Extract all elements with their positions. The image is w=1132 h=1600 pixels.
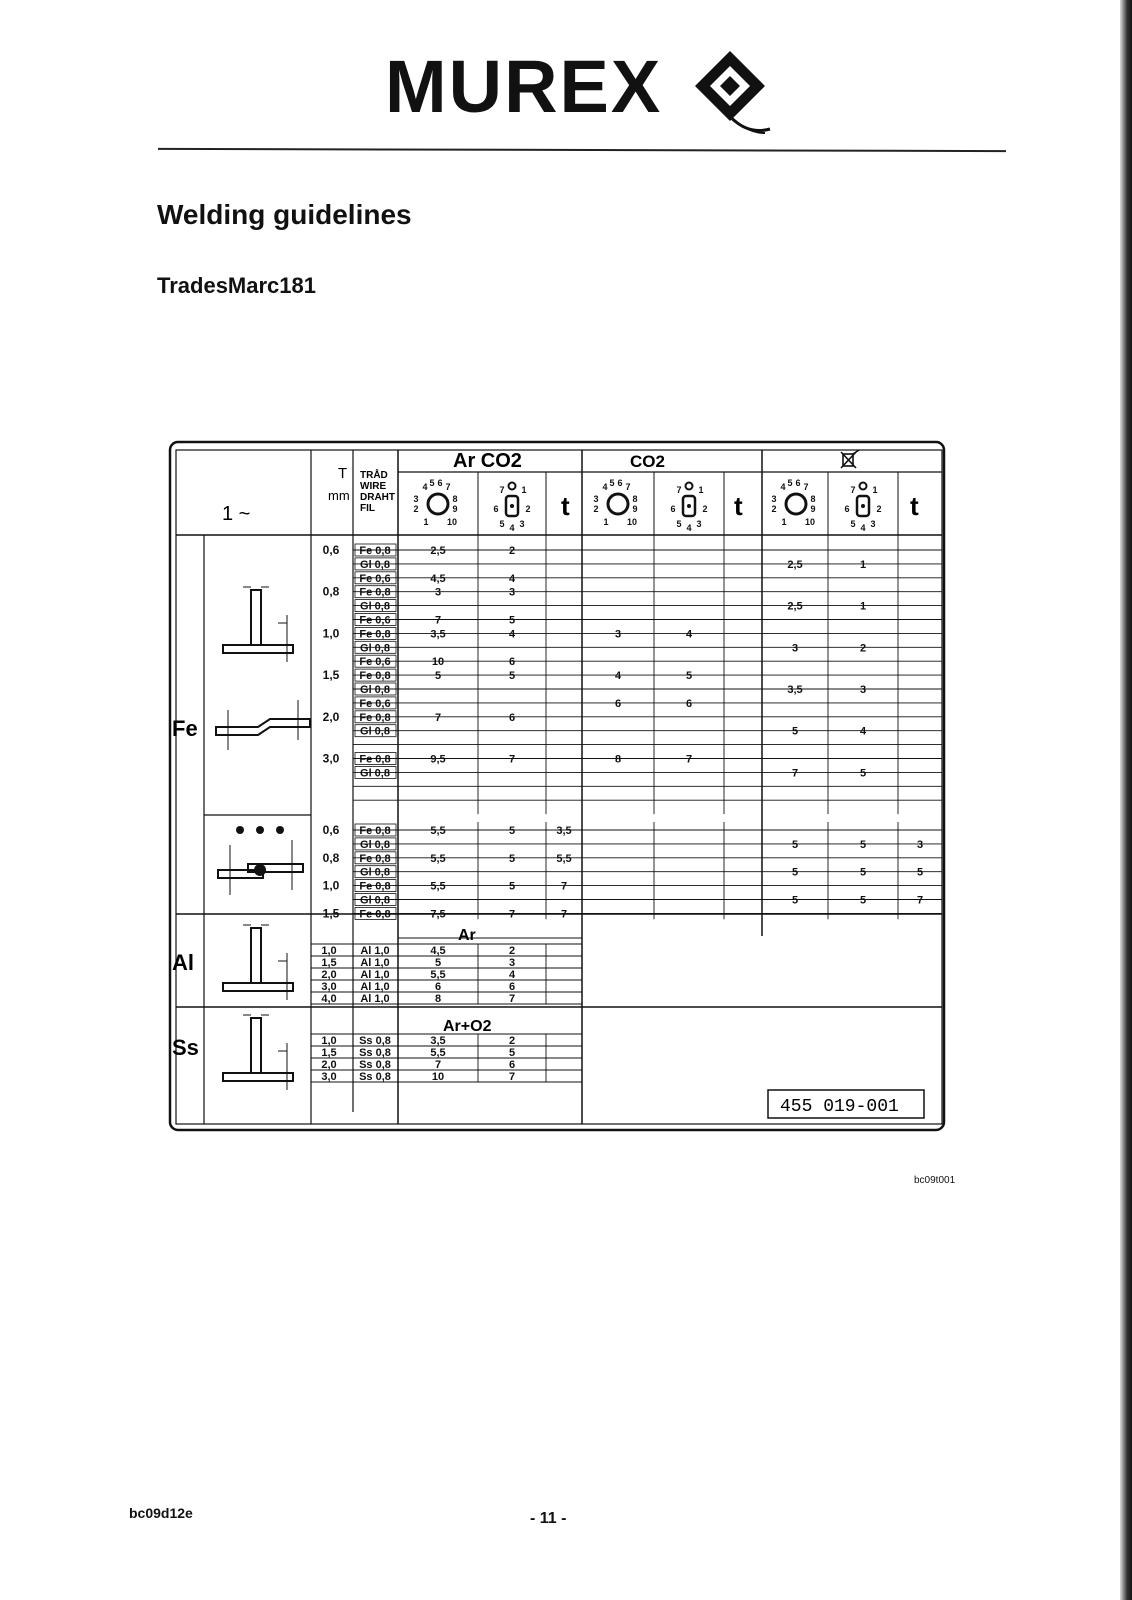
wire-value: Fe 0,6 xyxy=(359,656,391,669)
thickness-value: 2,0 xyxy=(322,709,340,724)
al-wire: Al 1,0 xyxy=(360,993,390,1005)
ss-setting: 3,5 xyxy=(430,1035,446,1047)
dial-number: 2 xyxy=(702,504,708,514)
wire-value: Gl 0,8 xyxy=(360,838,390,851)
setting-value: 7,5 xyxy=(430,908,446,921)
dial-number: 2 xyxy=(593,504,599,514)
dial-number: 1 xyxy=(521,485,527,495)
setting-value: 3,5 xyxy=(430,628,446,641)
al-setting: 6 xyxy=(508,981,516,993)
wire-value: Gl 0,8 xyxy=(360,642,390,655)
material-fe-label: Fe xyxy=(172,716,198,741)
thickness-value: 1,0 xyxy=(322,626,340,641)
setting-value: 2,5 xyxy=(430,545,446,557)
dial-number: 2 xyxy=(525,504,531,514)
dial-number: 7 xyxy=(803,482,809,492)
setting-value: 4 xyxy=(508,572,516,585)
setting-value: 5 xyxy=(859,866,867,879)
setting-value: 10 xyxy=(431,656,445,669)
part-number: 455 019-001 xyxy=(780,1097,899,1117)
voltage-dial-icon xyxy=(608,494,628,514)
ss-setting: 7 xyxy=(434,1059,442,1071)
ss-thickness: 1,0 xyxy=(321,1035,337,1047)
welding-table xyxy=(168,440,968,1144)
wire-label-en: WIRE xyxy=(360,481,387,492)
setting-value: 5 xyxy=(508,880,516,893)
setting-value: 4 xyxy=(508,628,516,641)
dial-number: 5 xyxy=(787,478,793,488)
murex-logo xyxy=(385,36,775,136)
dial-number: 4 xyxy=(422,482,428,492)
image-code: bc09t001 xyxy=(914,1175,956,1186)
setting-value: 5,5 xyxy=(430,852,446,865)
setting-value: 5 xyxy=(791,725,799,738)
wire-value: Gl 0,8 xyxy=(360,866,390,879)
setting-value: 5 xyxy=(791,866,799,879)
dial-number: 5 xyxy=(609,478,615,488)
al-setting: 4 xyxy=(508,969,516,981)
wire-value: Fe 0,8 xyxy=(359,825,391,837)
wire-value: Gl 0,8 xyxy=(360,558,390,571)
dial-number: 7 xyxy=(445,482,451,492)
setting-value: 5 xyxy=(791,894,799,907)
setting-value: 3 xyxy=(508,586,516,599)
setting-value: 2 xyxy=(859,642,867,655)
dial-number: 1 xyxy=(781,517,787,527)
setting-value: 3 xyxy=(916,838,924,851)
setting-value: 7 xyxy=(434,711,442,724)
gas-arco2-label: Ar CO2 xyxy=(453,450,522,472)
al-setting: 4,5 xyxy=(430,945,446,957)
setting-value: 7 xyxy=(508,753,516,766)
setting-value: 7 xyxy=(916,894,924,907)
dial-number: 6 xyxy=(493,504,499,514)
al-setting: 8 xyxy=(434,993,442,1005)
setting-value: 2,5 xyxy=(787,558,803,571)
al-thickness: 1,0 xyxy=(321,945,337,957)
wire-value: Fe 0,6 xyxy=(359,572,391,585)
ss-setting: 7 xyxy=(508,1071,516,1083)
al-thickness: 4,0 xyxy=(321,993,337,1005)
dial-number: 3 xyxy=(593,494,599,504)
dial-knob-mark xyxy=(860,483,867,490)
dial-number: 6 xyxy=(437,478,443,488)
dial-number: 4 xyxy=(780,482,786,492)
dial-number: 8 xyxy=(452,494,458,504)
setting-value: 5,5 xyxy=(556,852,572,865)
setting-value: 5 xyxy=(508,825,516,837)
page-number: - 11 - xyxy=(530,1510,567,1527)
dial-number: 6 xyxy=(617,478,623,488)
ss-setting: 10 xyxy=(431,1071,445,1083)
dial-number: 7 xyxy=(499,485,505,495)
al-setting: 2 xyxy=(508,945,516,957)
setting-value: 9,5 xyxy=(430,753,446,766)
page-edge xyxy=(1120,0,1132,1600)
al-wire: Al 1,0 xyxy=(360,945,390,957)
dial-number: 3 xyxy=(413,494,419,504)
dial-number: 9 xyxy=(810,504,816,514)
thickness-value: 1,5 xyxy=(322,906,340,921)
dial-number: 2 xyxy=(413,504,419,514)
dial-number: 4 xyxy=(602,482,608,492)
ss-thickness: 1,5 xyxy=(321,1047,337,1059)
setting-value: 2 xyxy=(508,545,516,557)
setting-value: 7 xyxy=(508,908,516,921)
dial-number: 9 xyxy=(452,504,458,514)
setting-value: 4 xyxy=(614,670,622,683)
thickness-value: 0,6 xyxy=(322,823,340,837)
time-label-arco2: t xyxy=(561,491,570,521)
wire-value: Gl 0,8 xyxy=(360,600,390,613)
thickness-value: 1,0 xyxy=(322,878,340,893)
wire-value: Gl 0,8 xyxy=(360,894,390,907)
dial-number: 6 xyxy=(844,504,850,514)
setting-value: 4,5 xyxy=(430,572,446,585)
material-al-label: Al xyxy=(172,950,194,975)
ss-wire: Ss 0,8 xyxy=(359,1047,391,1059)
wire-value: Fe 0,8 xyxy=(359,753,391,766)
phase-label: 1 ~ xyxy=(222,503,251,525)
setting-value: 6 xyxy=(614,697,622,710)
voltage-dial-icon xyxy=(786,494,806,514)
ss-thickness: 2,0 xyxy=(321,1059,337,1071)
page-subtitle: TradesMarc181 xyxy=(157,273,316,298)
spot-weld-dot-icon xyxy=(256,826,264,834)
ss-setting: 2 xyxy=(508,1035,516,1047)
col-t-label: T xyxy=(338,465,348,482)
wire-value: Fe 0,8 xyxy=(359,852,391,865)
setting-value: 6 xyxy=(685,697,693,710)
ss-wire: Ss 0,8 xyxy=(359,1071,391,1083)
ss-setting: 6 xyxy=(508,1059,516,1071)
dial-number: 1 xyxy=(423,517,429,527)
page-title: Welding guidelines xyxy=(157,199,412,230)
dial-number: 3 xyxy=(870,519,876,529)
al-wire: Al 1,0 xyxy=(360,957,390,969)
logo-text: MUREX xyxy=(385,45,663,128)
thickness-value: 3,0 xyxy=(322,751,340,766)
dial-number: 4 xyxy=(686,523,692,533)
setting-value: 2,5 xyxy=(787,600,803,613)
setting-value: 1 xyxy=(859,600,867,613)
wire-value: Fe 0,6 xyxy=(359,614,391,627)
dial-knob-mark xyxy=(686,483,693,490)
wire-value: Gl 0,8 xyxy=(360,684,390,696)
setting-value: 5 xyxy=(508,670,516,683)
al-setting: 7 xyxy=(508,993,516,1005)
gas-aro2-label: Ar+O2 xyxy=(443,1018,492,1035)
wire-label-se: TRÅD xyxy=(360,470,388,481)
setting-value: 5,5 xyxy=(430,825,446,837)
setting-value: 4 xyxy=(685,628,693,641)
dial-center-dot xyxy=(687,504,691,508)
ss-wire: Ss 0,8 xyxy=(359,1059,391,1071)
voltage-dial-icon xyxy=(428,494,448,514)
murex-logo-graphic xyxy=(385,36,775,136)
gas-co2-label: CO2 xyxy=(630,452,665,471)
dial-number: 4 xyxy=(860,523,866,533)
dial-number: 1 xyxy=(872,485,878,495)
al-setting: 5 xyxy=(434,957,442,969)
wire-label-de: DRAHT xyxy=(360,492,395,503)
doc-code: bc09d12e xyxy=(129,1505,193,1521)
dial-knob-mark xyxy=(509,483,516,490)
dial-number: 6 xyxy=(795,478,801,488)
dial-number: 8 xyxy=(810,494,816,504)
setting-value: 5,5 xyxy=(430,880,446,893)
ss-setting: 5,5 xyxy=(430,1047,446,1059)
setting-value: 5 xyxy=(859,838,867,851)
wire-value: Fe 0,8 xyxy=(359,545,391,557)
dial-number: 9 xyxy=(632,504,638,514)
dial-number: 3 xyxy=(696,519,702,529)
dial-number: 1 xyxy=(603,517,609,527)
setting-value: 7 xyxy=(434,614,442,627)
al-setting: 5,5 xyxy=(430,969,446,981)
ss-thickness: 3,0 xyxy=(321,1071,337,1083)
dial-number: 5 xyxy=(676,519,682,529)
setting-value: 7 xyxy=(560,880,568,893)
wire-value: Fe 0,8 xyxy=(359,908,391,921)
setting-value: 1 xyxy=(859,558,867,571)
dial-number: 8 xyxy=(632,494,638,504)
table-content xyxy=(176,450,942,1124)
wire-value: Fe 0,8 xyxy=(359,628,391,641)
time-label-co2: t xyxy=(734,491,743,521)
setting-value: 6 xyxy=(508,711,516,724)
al-thickness: 3,0 xyxy=(321,981,337,993)
wire-value: Gl 0,8 xyxy=(360,767,390,780)
setting-value: 8 xyxy=(614,753,622,766)
dial-number: 5 xyxy=(499,519,505,529)
al-thickness: 2,0 xyxy=(321,969,337,981)
setting-value: 7 xyxy=(791,767,799,780)
setting-value: 5 xyxy=(916,866,924,879)
setting-value: 5 xyxy=(508,852,516,865)
material-ss-label: Ss xyxy=(172,1035,199,1060)
dial-number: 6 xyxy=(670,504,676,514)
wire-value: Fe 0,8 xyxy=(359,880,391,893)
table-inner-frame xyxy=(176,450,942,1124)
setting-value: 5 xyxy=(508,614,516,627)
thickness-value: 0,8 xyxy=(322,584,340,599)
setting-value: 5 xyxy=(434,670,442,683)
al-wire: Al 1,0 xyxy=(360,969,390,981)
ss-setting: 5 xyxy=(508,1047,516,1059)
t-joint-icon xyxy=(223,590,293,653)
dial-center-dot xyxy=(861,504,865,508)
dial-number: 2 xyxy=(876,504,882,514)
welding-table-graphic xyxy=(168,440,968,1144)
wire-value: Fe 0,6 xyxy=(359,697,391,710)
dial-number: 4 xyxy=(509,523,515,533)
wire-value: Fe 0,8 xyxy=(359,670,391,683)
dial-number: 7 xyxy=(676,485,682,495)
setting-value: 3 xyxy=(434,586,442,599)
setting-value: 3,5 xyxy=(556,825,572,837)
thickness-value: 0,6 xyxy=(322,543,340,557)
setting-value: 3 xyxy=(791,642,799,655)
dial-number: 10 xyxy=(626,517,638,527)
setting-value: 4 xyxy=(859,725,867,738)
gasless-icon xyxy=(841,450,859,468)
setting-value: 7 xyxy=(685,753,693,766)
wire-value: Fe 0,8 xyxy=(359,586,391,599)
setting-value: 3 xyxy=(859,684,867,696)
spot-weld-dot-icon xyxy=(276,826,284,834)
t-joint-icon-ss xyxy=(223,1018,293,1081)
dial-number: 10 xyxy=(804,517,816,527)
dial-number: 5 xyxy=(850,519,856,529)
wire-value: Gl 0,8 xyxy=(360,725,390,738)
dial-center-dot xyxy=(510,504,514,508)
al-setting: 6 xyxy=(434,981,442,993)
thickness-value: 1,5 xyxy=(322,668,340,683)
setting-value: 7 xyxy=(560,908,568,921)
dial-number: 5 xyxy=(429,478,435,488)
setting-value: 5 xyxy=(859,894,867,907)
setting-value: 3,5 xyxy=(787,684,803,696)
dial-number: 10 xyxy=(446,517,458,527)
dial-number: 3 xyxy=(519,519,525,529)
dial-number: 7 xyxy=(850,485,856,495)
header-rule xyxy=(158,148,1006,152)
spot-weld-dot-icon xyxy=(236,826,244,834)
setting-value: 3 xyxy=(614,628,622,641)
setting-value: 6 xyxy=(508,656,516,669)
lap-joint-icon xyxy=(216,719,310,735)
dial-number: 1 xyxy=(698,485,704,495)
dial-number: 3 xyxy=(771,494,777,504)
dial-number: 2 xyxy=(771,504,777,514)
wire-value: Fe 0,8 xyxy=(359,711,391,724)
ss-wire: Ss 0,8 xyxy=(359,1035,391,1047)
col-mm-label: mm xyxy=(328,488,350,503)
t-joint-icon-al xyxy=(223,928,293,991)
al-thickness: 1,5 xyxy=(321,957,337,969)
thickness-value: 0,8 xyxy=(322,850,340,865)
dial-number: 7 xyxy=(625,482,631,492)
time-label-nogas: t xyxy=(910,491,919,521)
setting-value: 5 xyxy=(859,767,867,780)
logo-emblem-icon xyxy=(695,51,770,133)
al-setting: 3 xyxy=(508,957,516,969)
spot-nugget-icon xyxy=(254,864,266,876)
setting-value: 5 xyxy=(685,670,693,683)
wire-label-fr: FIL xyxy=(360,503,375,514)
setting-value: 5 xyxy=(791,838,799,851)
gas-ar-label: Ar xyxy=(458,927,476,944)
al-wire: Al 1,0 xyxy=(360,981,390,993)
